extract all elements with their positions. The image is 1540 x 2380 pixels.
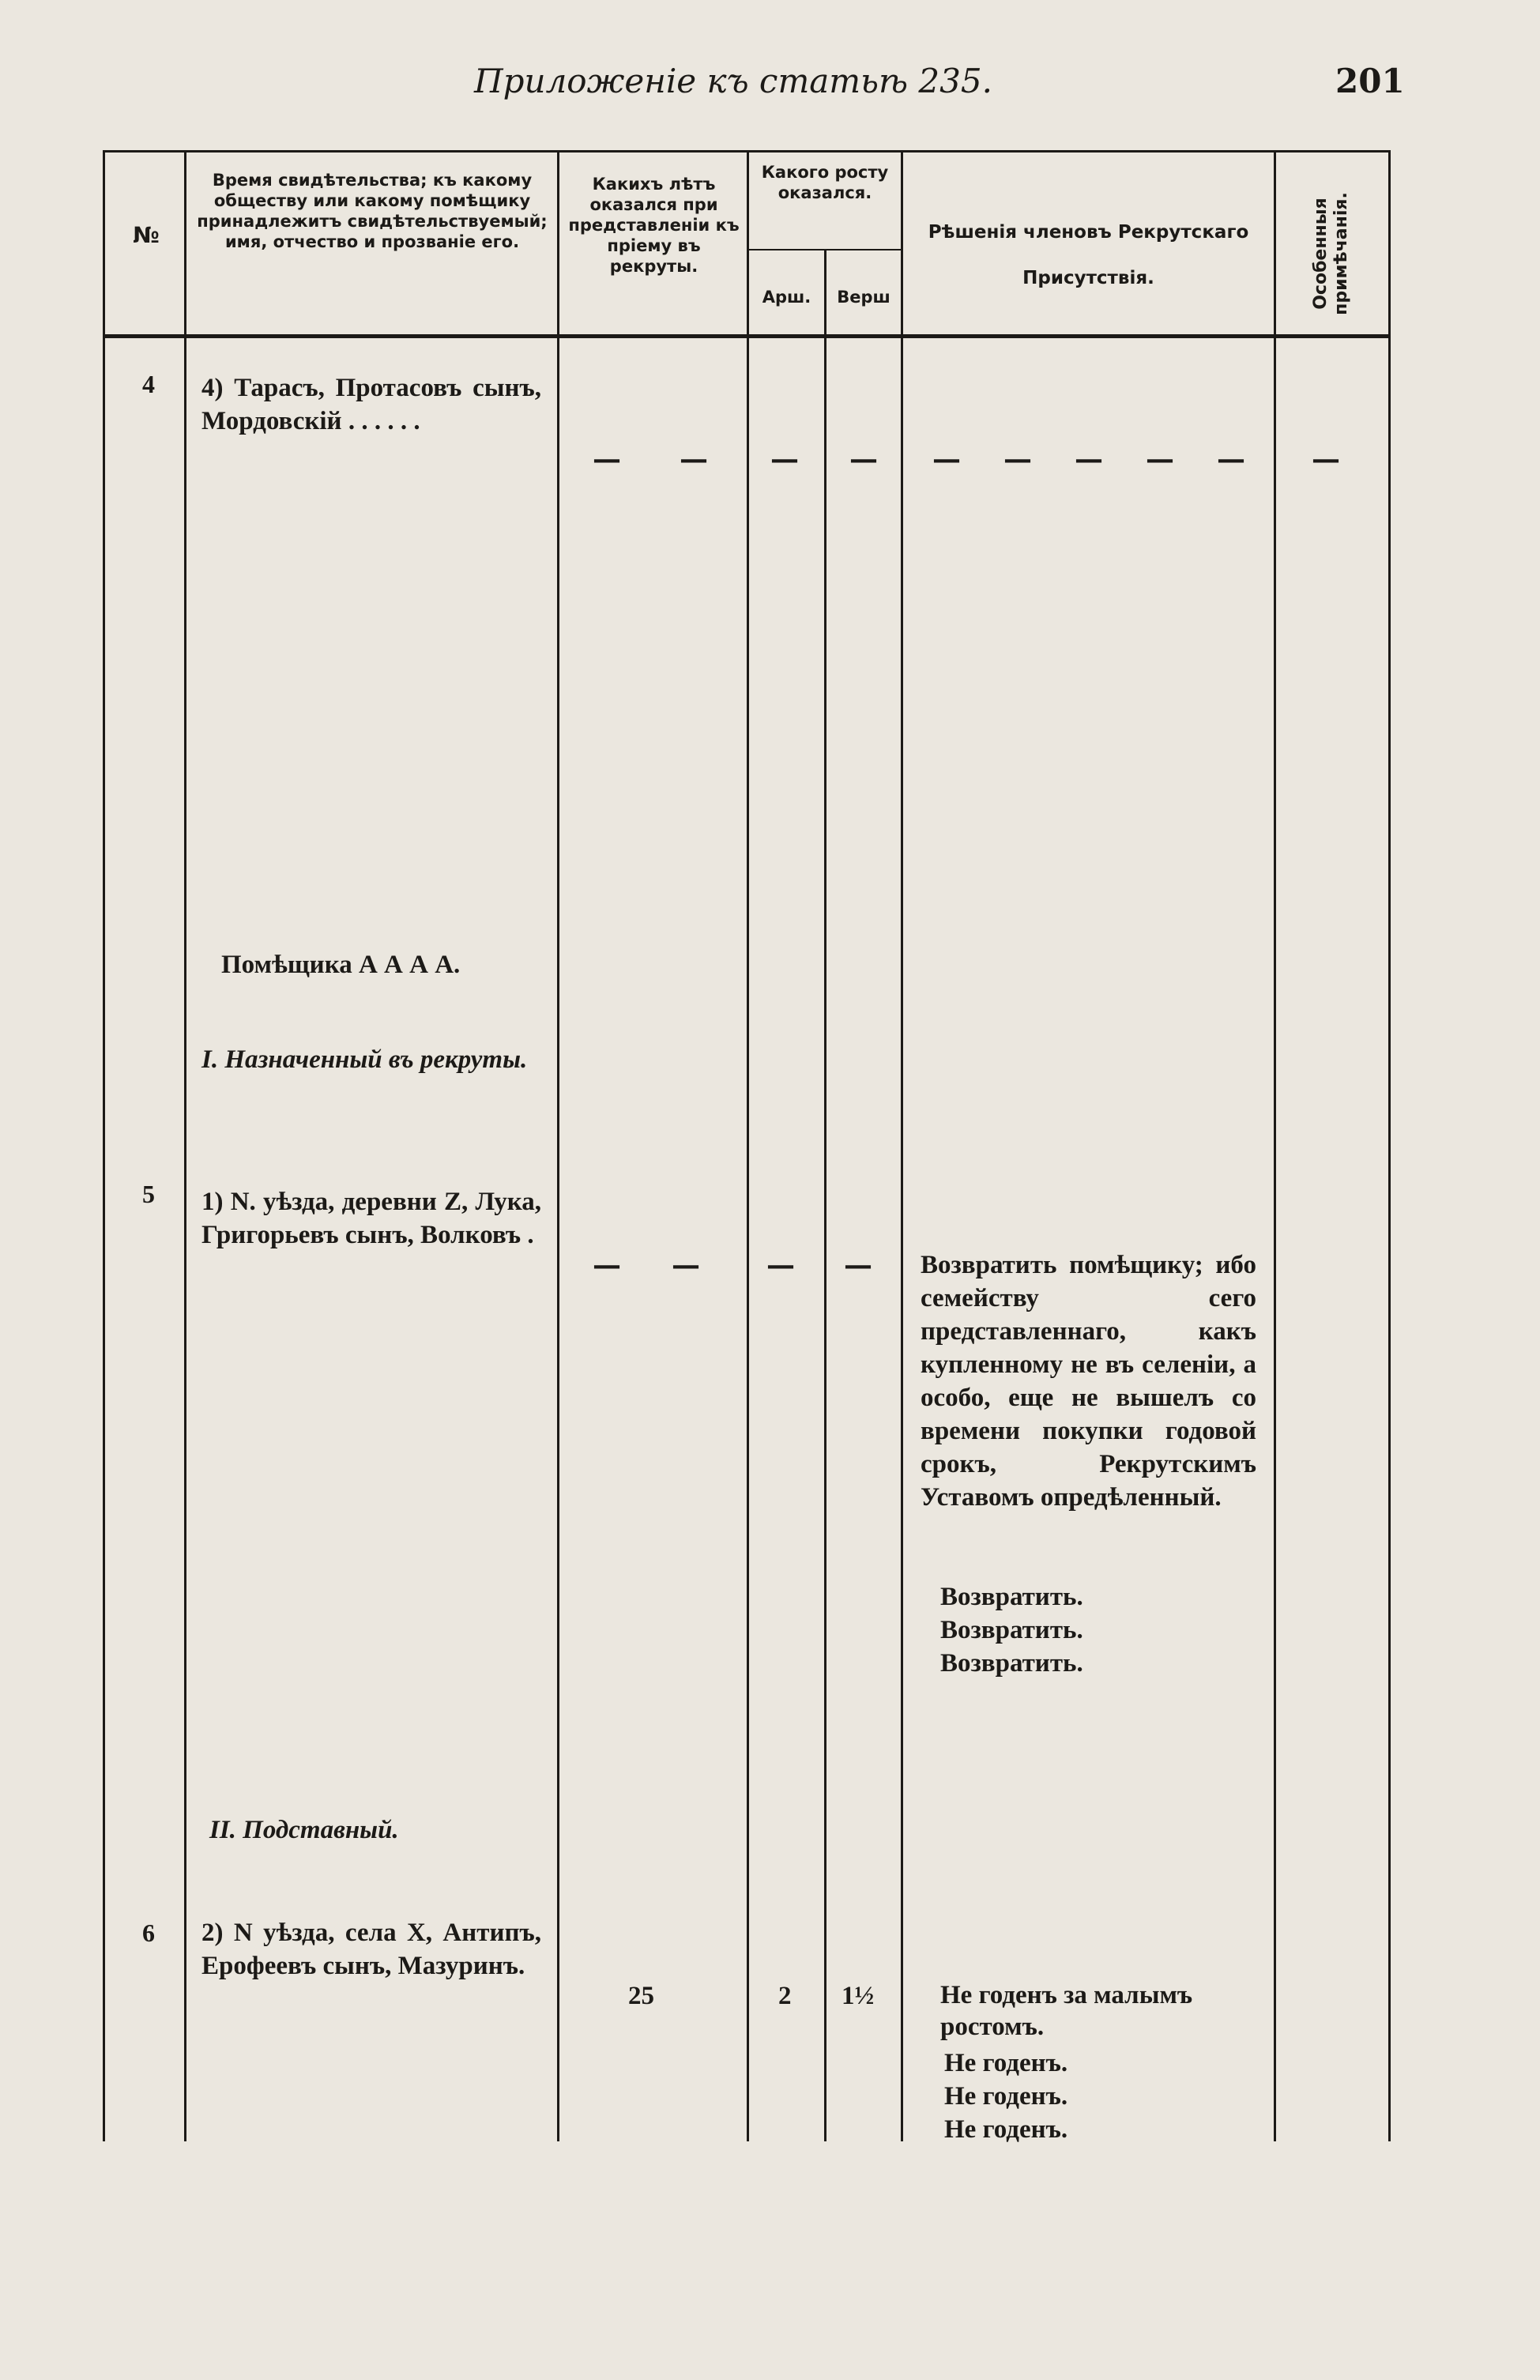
- decision-dash-a: —: [932, 442, 961, 476]
- column-divider-5: [901, 150, 903, 2141]
- age-dash-b: —: [672, 1248, 700, 1282]
- section-i-heading: I. Назначенный въ рекруты.: [201, 1045, 528, 1074]
- arsh-value: 2: [778, 1982, 792, 2010]
- column-header-height: Какого росту оказался.: [761, 163, 889, 202]
- column-header-versh: Верш: [837, 288, 890, 307]
- row-number: 6: [142, 1919, 155, 1947]
- row-number: 4: [142, 370, 155, 398]
- age-dash-a: —: [593, 442, 621, 476]
- decision-return-1: Возвратить.: [940, 1583, 1083, 1611]
- column-header-time: Время свидѣтельства; къ какому обществу или какому помѣщику принадлежитъ свидѣтельствуемый; имя, отчество и прозваніе его.: [197, 171, 548, 251]
- versh-dash: —: [844, 1248, 872, 1282]
- decision-return-3: Возвратить.: [940, 1649, 1083, 1678]
- entry-name: 2) N уѣзда, села X, Антипъ, Ерофеевъ сынъ, Мазуринъ.: [201, 1919, 541, 1980]
- section-ii-heading: II. Подставный.: [209, 1816, 399, 1844]
- column-header-arsh: Арш.: [762, 288, 811, 307]
- column-divider-2: [557, 150, 559, 2141]
- decision-text: Возвратить помѣщику; ибо семейству сего представленнаго, какъ купленному не въ селеніи, а особо, еще не вышелъ со времени покупки годовой срокъ, Рекрутскимъ Уставомъ опредѣленный.: [921, 1251, 1256, 1512]
- decision-dash-c: —: [1075, 442, 1103, 476]
- table-left-border: [103, 150, 105, 2141]
- column-header-notes: Особенныя примѣчанія.: [1311, 192, 1351, 315]
- entry-name: 4) Тарасъ, Протасовъ сынъ, Мордовскій . . . . . .: [201, 374, 541, 435]
- versh-dash: —: [849, 442, 878, 476]
- decision-unfit-3: Не годенъ.: [944, 2115, 1068, 2144]
- column-divider-3: [747, 150, 749, 2141]
- page-title: Приложеніе къ статьѣ 235.: [474, 62, 992, 100]
- arsh-dash: —: [766, 1248, 795, 1282]
- decision-dash-e: —: [1217, 442, 1245, 476]
- decision-return-2: Возвратить.: [940, 1616, 1083, 1644]
- row-number: 5: [142, 1180, 155, 1208]
- decision-dash-b: —: [1003, 442, 1032, 476]
- decision-text: Не годенъ за малымъ ростомъ.: [940, 1981, 1193, 2041]
- column-header-decision: Рѣшенія членовъ Рекрутскаго Присутствія.: [928, 222, 1249, 288]
- column-header-age: Какихъ лѣтъ оказался при представленіи къ пріему въ рекруты.: [568, 175, 740, 276]
- versh-value: 1½: [842, 1982, 875, 2010]
- decision-unfit-2: Не годенъ.: [944, 2082, 1068, 2111]
- age-value: 25: [628, 1982, 654, 2010]
- column-divider-6: [1274, 150, 1276, 2141]
- entry-name: 1) N. уѣзда, деревни Z, Лука, Григорьевъ сынъ, Волковъ .: [201, 1188, 541, 1249]
- page-number: 201: [1335, 62, 1405, 100]
- arsh-dash: —: [770, 442, 799, 476]
- section-owner: Помѣщика А А А А.: [221, 951, 461, 979]
- column-divider-4: [824, 249, 826, 2141]
- column-header-number: №: [133, 222, 160, 248]
- age-dash-b: —: [680, 442, 708, 476]
- notes-dash: —: [1312, 442, 1340, 476]
- decision-dash-d: —: [1146, 442, 1174, 476]
- column-divider-1: [184, 150, 186, 2141]
- age-dash-a: —: [593, 1248, 621, 1282]
- table-right-border: [1388, 150, 1391, 2141]
- decision-unfit-1: Не годенъ.: [944, 2049, 1068, 2077]
